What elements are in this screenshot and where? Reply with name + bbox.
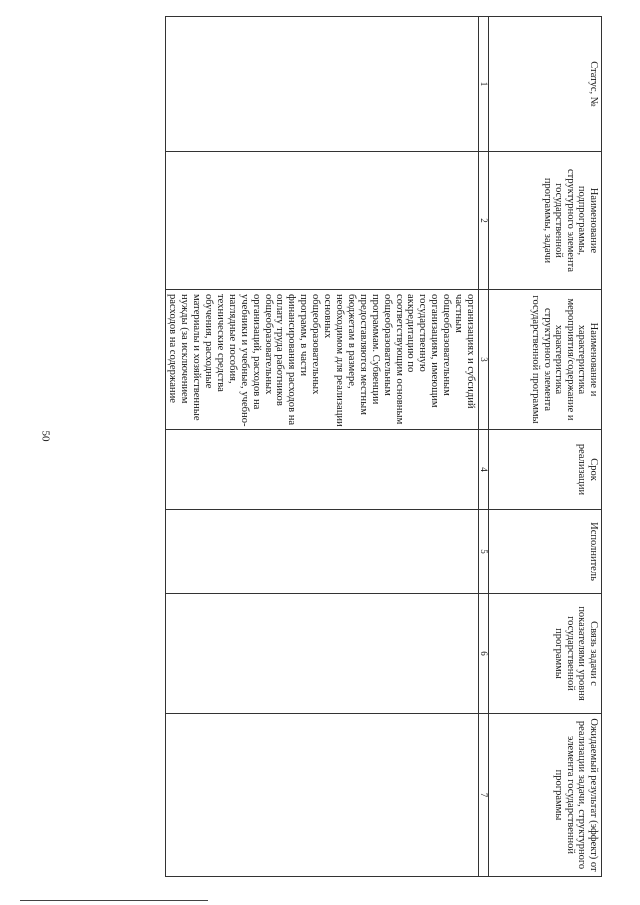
cell-subprogram	[166, 152, 479, 290]
margin-rule	[20, 900, 208, 901]
program-table	[165, 16, 602, 877]
cell-result	[166, 714, 479, 877]
header-indicators: Связь задачи с показателями уровня государственной программы	[489, 594, 602, 714]
cell-status	[166, 17, 479, 152]
cell-indicators	[166, 594, 479, 714]
header-row	[489, 17, 602, 877]
cell-term	[166, 430, 479, 510]
page-number: 50	[39, 430, 52, 442]
column-number: 5	[479, 510, 489, 594]
header-status: Статус, №	[489, 17, 602, 152]
table-row	[166, 17, 479, 877]
header-activity: Наименование и характеристика мероприятия/содержание и характеристика структурного элемента государственной программы	[489, 290, 602, 430]
cell-activity-description: организациях и субсидий частным общеобразовательным организациям, имеющим государственную аккредитацию по соответствующим основным общеобразовательным программам. Субвенции предоставляются местным бюджетам в размере, необходимом для реализации основных общеобразовательных программ, в части финансирования расходов на оплату труда работников общеобразовательных организаций, расходов на учебники и учебные, учебно-наглядные пособия, технические средства обучения, расходные материалы и хозяйственные нужды (за исключением расходов на содержание	[166, 290, 479, 430]
column-number: 3	[479, 290, 489, 430]
column-number: 2	[479, 152, 489, 290]
header-term: Срок реализации	[489, 430, 602, 510]
cell-executor	[166, 510, 479, 594]
header-executor: Исполнитель	[489, 510, 602, 594]
column-number: 4	[479, 430, 489, 510]
rotated-page	[167, 16, 602, 876]
header-subprogram: Наименование подпрограммы, структурного элемента государственной программы, задачи	[489, 152, 602, 290]
header-result: Ожидаемый результат (эффект) от реализации задачи, структурного элемента государственной программы	[489, 714, 602, 877]
column-number-row	[479, 17, 489, 877]
column-number: 7	[479, 714, 489, 877]
column-number: 1	[479, 17, 489, 152]
column-number: 6	[479, 594, 489, 714]
